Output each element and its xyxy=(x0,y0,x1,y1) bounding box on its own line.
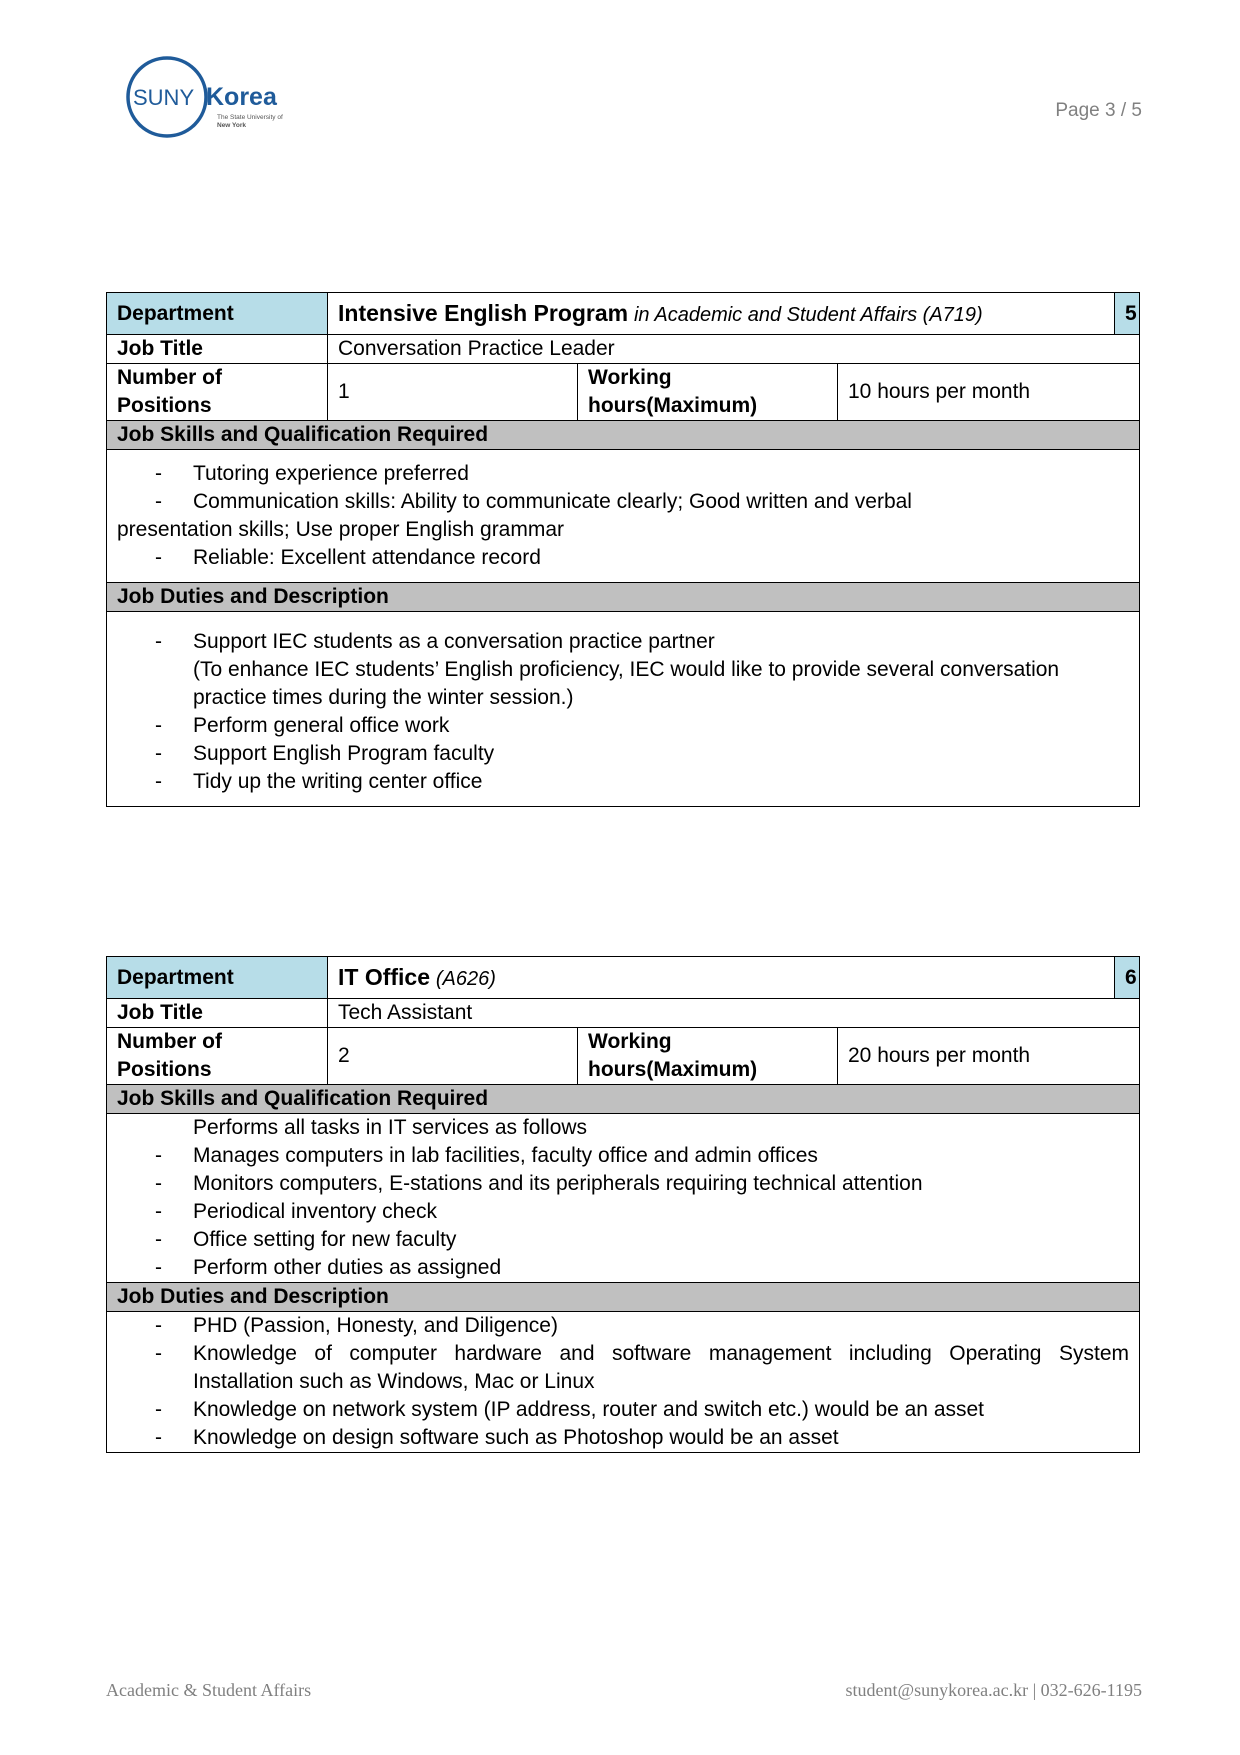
page-number: Page 3 / 5 xyxy=(1055,100,1142,121)
hours-value: 20 hours per month xyxy=(838,1028,1140,1085)
list-item-continuation: presentation skills; Use proper English grammar xyxy=(117,518,565,541)
list-item: - Tutoring experience preferred xyxy=(155,462,469,485)
job-title-label: Job Title xyxy=(107,335,328,364)
footer-department: Academic & Student Affairs xyxy=(106,1680,312,1700)
positions-value: 2 xyxy=(328,1028,578,1085)
list-item: - Communication skills: Ability to communicate clearly; Good written and verbal xyxy=(155,490,912,513)
hours-label: Working hours(Maximum) xyxy=(578,1028,838,1085)
skills-section-header: Job Skills and Qualification Required xyxy=(107,421,1140,450)
hours-label: Working hours(Maximum) xyxy=(578,364,838,421)
list-item: - PHD (Passion, Honesty, and Diligence) xyxy=(155,1314,558,1337)
list-item: - Knowledge on network system (IP address, router and switch etc.) would be an asset xyxy=(155,1398,985,1421)
list-item: - Knowledge on design software such as Photoshop would be an asset xyxy=(155,1426,839,1449)
list-item: - Knowledge of computer hardware and software management including Operating System Installation such as Windows, Mac or Linux xyxy=(155,1342,1129,1393)
skills-list xyxy=(107,1114,1140,1283)
footer-contact: student@sunykorea.ac.kr | 032-626-1195 xyxy=(845,1680,1142,1700)
list-item-note: (To enhance IEC students’ English proficiency, IEC would like to provide several conversation practice times during the winter session.) xyxy=(193,658,1060,709)
department-name-cell xyxy=(328,293,1115,335)
job-title-label: Job Title xyxy=(107,999,328,1028)
duties-list xyxy=(107,612,1140,807)
department-name-cell xyxy=(328,957,1115,999)
list-item: - Office setting for new faculty xyxy=(155,1228,457,1251)
logo-suny-text: SUNY xyxy=(133,85,195,110)
skills-list xyxy=(107,450,1140,583)
suny-korea-logo xyxy=(125,54,295,144)
list-item: - Support English Program faculty xyxy=(155,742,495,765)
job-table-5 xyxy=(106,292,1140,807)
job-title-value: Tech Assistant xyxy=(328,999,1140,1028)
positions-value: 1 xyxy=(328,364,578,421)
job-number: 5 xyxy=(1115,293,1140,335)
logo-subtitle-2: New York xyxy=(217,122,247,129)
department-name: IT Office xyxy=(338,963,431,990)
department-name: Intensive English Program xyxy=(338,299,629,326)
list-item: - Support IEC students as a conversation practice partner xyxy=(155,630,715,653)
job-table-6 xyxy=(106,956,1140,1453)
duties-section-header: Job Duties and Description xyxy=(107,583,1140,612)
department-label: Department xyxy=(107,957,328,999)
logo-subtitle-1: The State University of xyxy=(217,114,283,121)
department-subtitle: in Academic and Student Affairs (A719) xyxy=(633,303,983,326)
skills-section-header: Job Skills and Qualification Required xyxy=(107,1085,1140,1114)
list-item: - Perform general office work xyxy=(155,714,450,737)
list-item: - Reliable: Excellent attendance record xyxy=(155,546,541,569)
hours-value: 10 hours per month xyxy=(838,364,1140,421)
job-number: 6 xyxy=(1115,957,1140,999)
positions-label: Number of Positions xyxy=(107,1028,328,1085)
duties-list xyxy=(107,1312,1140,1453)
list-item: - Periodical inventory check xyxy=(155,1200,437,1223)
list-item: - Manages computers in lab facilities, faculty office and admin offices xyxy=(155,1144,818,1167)
list-intro: Performs all tasks in IT services as follows xyxy=(193,1116,588,1139)
duties-section-header: Job Duties and Description xyxy=(107,1283,1140,1312)
list-item: - Perform other duties as assigned xyxy=(155,1256,502,1279)
job-title-value: Conversation Practice Leader xyxy=(328,335,1140,364)
department-label: Department xyxy=(107,293,328,335)
logo-korea-text: Korea xyxy=(206,83,277,111)
department-subtitle: (A626) xyxy=(435,967,496,990)
list-item: - Tidy up the writing center office xyxy=(155,770,483,793)
positions-label: Number of Positions xyxy=(107,364,328,421)
list-item: - Monitors computers, E-stations and its peripherals requiring technical attention xyxy=(155,1172,923,1195)
